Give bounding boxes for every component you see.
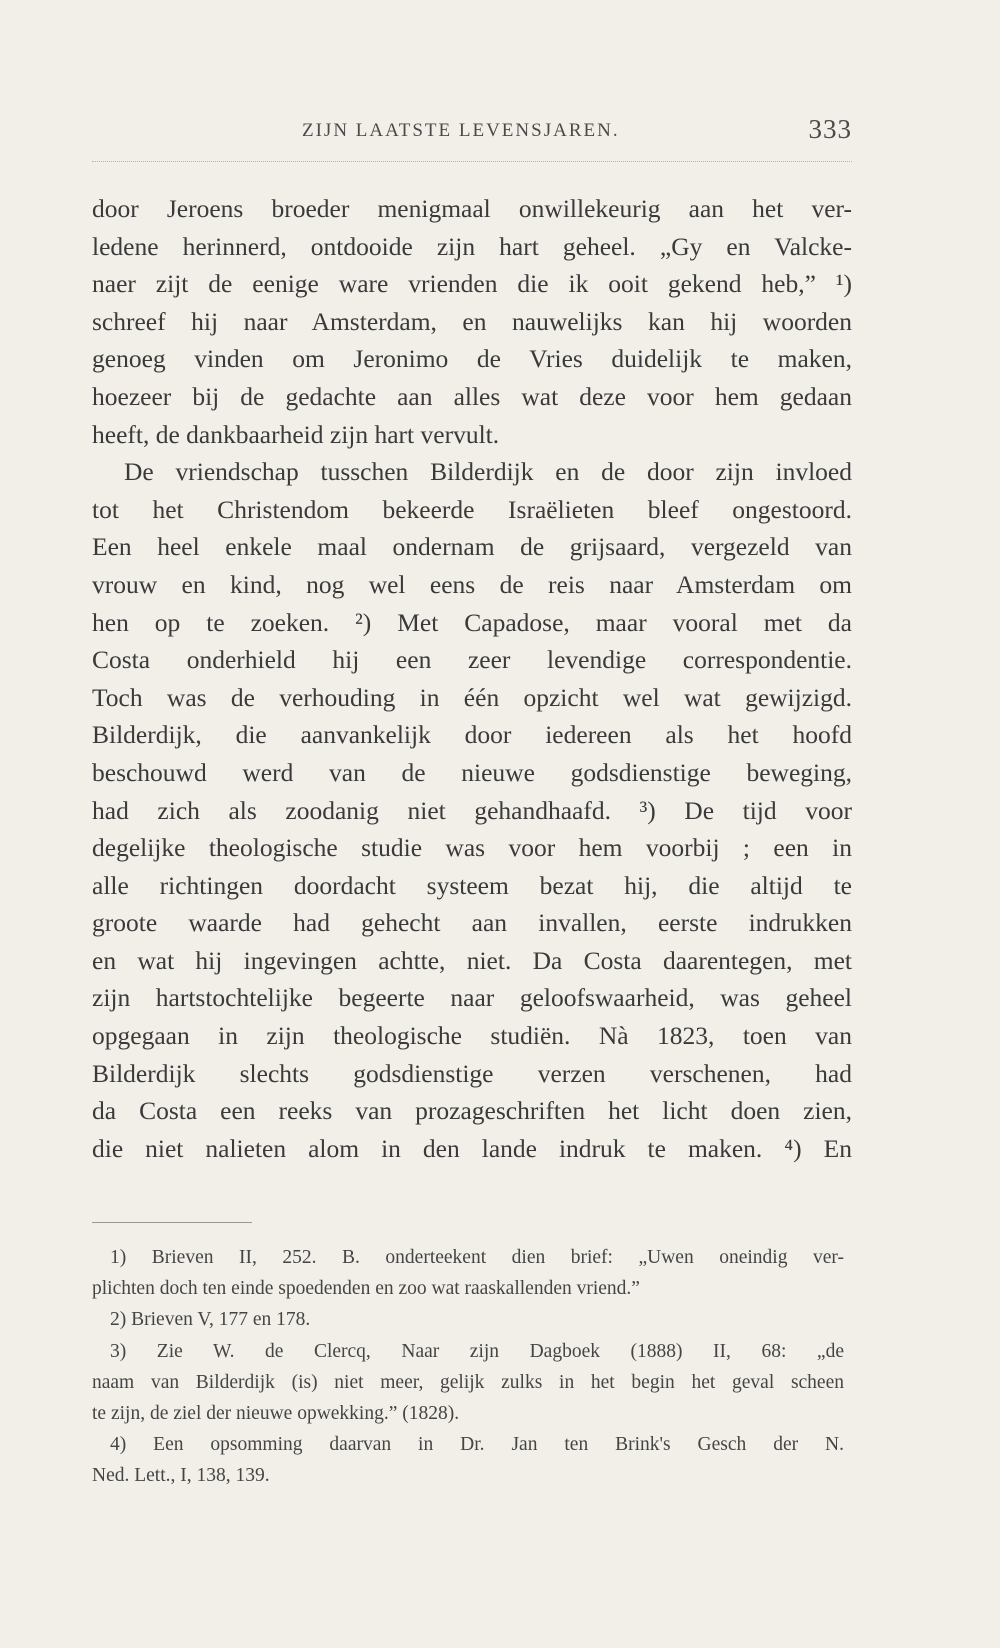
text-line: en wat hij ingevingen achtte, niet. Da Costa daarentegen, met: [92, 945, 852, 975]
text-line: degelijke theologische studie was voor hem voorbij ; een in: [92, 833, 852, 863]
text-line: Costa onderhield hij een zeer levendige correspondentie.: [92, 645, 852, 675]
text-line: Bilderdijk, die aanvankelijk door iedereen als het hoofd: [92, 720, 852, 750]
page-number: 333: [808, 114, 852, 144]
text-line: hen op te zoeken. ²) Met Capadose, maar vooral met da: [92, 607, 852, 637]
text-line: beschouwd werd van de nieuwe godsdienstige beweging,: [92, 757, 852, 787]
text-line: tot het Christendom bekeerde Israëlieten bleef ongestoord.: [92, 494, 852, 524]
text-line: Bilderdijk slechts godsdienstige verzen verschenen, had: [92, 1058, 852, 1088]
running-head: [92, 114, 852, 154]
text-line: naer zijt de eenige ware vrienden die ik ooit gekend heb,” ¹): [92, 269, 852, 299]
footnote-line: Ned. Lett., I, 138, 139.: [92, 1465, 270, 1487]
text-line: die niet nalieten alom in den lande indruk te maken. ⁴) En: [92, 1133, 852, 1163]
running-title: ZIJN LAATSTE LEVENSJAREN.: [302, 120, 620, 141]
header-divider: [92, 161, 852, 166]
footnote-line: naam van Bilderdijk (is) niet meer, gelijk zulks in het begin het geval scheen: [92, 1371, 844, 1393]
text-line: Een heel enkele maal ondernam de grijsaard, vergezeld van: [92, 532, 852, 562]
footnote-line: 3) Zie W. de Clercq, Naar zijn Dagboek (1888) II, 68: „de: [110, 1340, 844, 1362]
text-line: had zich als zoodanig niet gehandhaafd. ³) De tijd voor: [92, 795, 852, 825]
text-line: ledene herinnerd, ontdooide zijn hart geheel. „Gy en Valcke-: [92, 231, 852, 261]
text-line: vrouw en kind, nog wel eens de reis naar Amsterdam om: [92, 569, 852, 599]
footnote-line: 2) Brieven V, 177 en 178.: [110, 1309, 311, 1331]
footnote-line: te zijn, de ziel der nieuwe opwekking.” (1828).: [92, 1402, 460, 1424]
text-line: heeft, de dankbaarheid zijn hart vervult.: [92, 419, 500, 449]
footnotes: [92, 1242, 844, 1492]
text-line: schreef hij naar Amsterdam, en nauwelijks kan hij woorden: [92, 306, 852, 336]
text-line: da Costa een reeks van prozageschriften het licht doen zien,: [92, 1096, 852, 1126]
footnote-line: 1) Brieven II, 252. B. onderteekent dien brief: „Uwen oneindig ver-: [110, 1247, 844, 1268]
footnote-line: plichten doch ten einde spoedenden en zoo wat raaskallenden vriend.”: [92, 1278, 640, 1300]
text-line: zijn hartstochtelijke begeerte naar geloofswaarheid, was geheel: [92, 983, 852, 1013]
main-text: [92, 190, 852, 1167]
footnote-line: 4) Een opsomming daarvan in Dr. Jan ten Brink's Gesch der N.: [110, 1434, 844, 1456]
text-line: door Jeroens broeder menigmaal onwillekeurig aan het ver-: [92, 194, 852, 223]
text-line: hoezeer bij de gedachte aan alles wat deze voor hem gedaan: [92, 381, 852, 411]
text-line: alle richtingen doordacht systeem bezat hij, die altijd te: [92, 870, 852, 900]
text-line: genoeg vinden om Jeronimo de Vries duidelijk te maken,: [92, 344, 852, 374]
text-line: groote waarde had gehecht aan invallen, eerste indrukken: [92, 908, 852, 938]
text-line: Toch was de verhouding in één opzicht wel wat gewijzigd.: [92, 682, 852, 712]
footnote-divider: [92, 1222, 252, 1223]
text-line: opgegaan in zijn theologische studiën. Nà 1823, toen van: [92, 1021, 852, 1051]
text-line: De vriendschap tusschen Bilderdijk en de door zijn invloed: [124, 457, 852, 487]
